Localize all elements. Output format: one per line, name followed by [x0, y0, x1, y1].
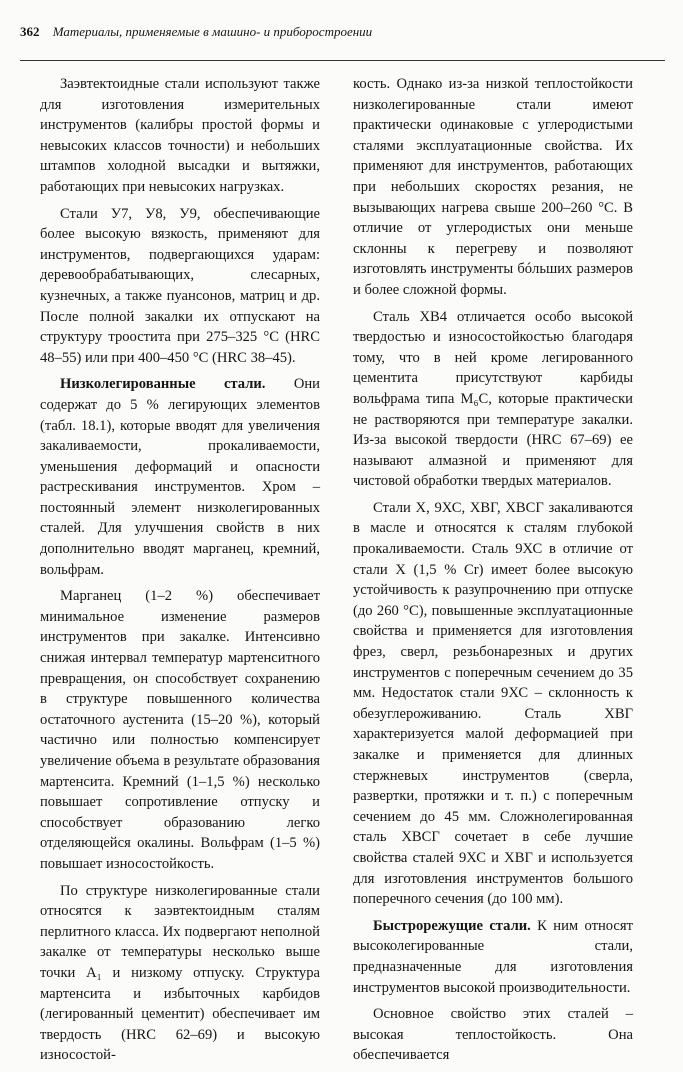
- paragraph: кость. Однако из-за низкой теплостойкости низколегированные стали имеют практически одинаковые с углеродистыми сталями эксплуатационные свойства. Их применяют для инструментов, работающих при небольших скоростях резания, не вызывающих нагрева свыше 200–260 °С. В отличие от углеродистых они меньше склонны к перегреву и позволяют изготовлять инструменты бóльших размеров и более сложной формы.: [353, 76, 633, 298]
- paragraph: Стали Х, 9ХС, ХВГ, ХВСГ закаливаются в масле и относятся к сталям глубокой прокаливаемости. Сталь 9ХС в отличие от стали Х (1,5 % Cr) имеет более высокую устойчивость к разупрочнению при отпуске (до 260 °С), повышенные эксплуатационные свойства и применяется для изготовления фрез, сверл, резьбонарезных и других инструментов с поперечным сечением до 35 мм. Недостаток стали 9ХС – склонность к обезуглероживанию. Сталь ХВГ характеризуется малой деформацией при закалке и применяется для длинных стержневых инструментов (сверла, развертки, протяжки и т. п.) с поперечным сечением до 45 мм. Сложнолегированная сталь ХВСГ сочетает в себе лучшие свойства сталей 9ХС и ХВГ и используется для изготовления инструментов большого поперечного сечения (до 100 мм).: [353, 499, 633, 908]
- paragraph: Заэвтектоидные стали используют также для изготовления измерительных инструментов (калибры простой формы и невысоких классов точности) и небольших штампов холодной высадки и вытяжки, работающих при невысоких нагрузках.: [40, 76, 320, 195]
- paragraph: [40, 374, 320, 580]
- left-column: [40, 74, 320, 1072]
- paragraph: Марганец (1–2 %) обеспечивает минимальное изменение размеров инструментов при закалке. Интенсивно снижая интервал температур мартенситного превращения, он способствует сохранению в структуре повышенного количества остаточного аустенита (15–20 %), который частично или полностью компенсирует увеличение объема в результате образования мартенсита. Кремний (1–1,5 %) несколько повышает сопротивление отпуску и способствует образованию легко отделяющейся окалины. Вольфрам (1–5 %) повышает износостойкость.: [40, 588, 320, 872]
- paragraph: [353, 916, 633, 998]
- section-heading: Быстрорежущие стали.: [373, 917, 531, 934]
- paragraph: Сталь ХВ4 отличается особо высокой твердостью и износостойкостью благодаря тому, что в ней кроме легированного цементита присутствуют карбиды вольфрама типа M₆C, которые практически не растворяются при температуре закалки. Из-за высокой твердости (HRC 67–69) ее называют алмазной и применяют для чистовой обработки твердых материалов.: [353, 308, 633, 490]
- page-number: 362: [20, 24, 40, 39]
- running-title: Материалы, применяемые в машино- и приборостроении: [52, 24, 373, 39]
- header-rule: [20, 60, 665, 61]
- right-column: [353, 74, 633, 1072]
- paragraph: Основное свойство этих сталей – высокая теплостойкость. Она обеспечивается: [353, 1006, 633, 1064]
- paragraph: По структуре низколегированные стали относятся к заэвтектоидным сталям перлитного класса. Их подвергают неполной закалке от температуры несколько выше точки A₁ и низкому отпуску. Структура мартенсита и избыточных карбидов (легированный цементит) обеспечивает им твердость (HRC 62–69) и высокую износостой-: [40, 882, 320, 1064]
- paragraph: Стали У7, У8, У9, обеспечивающие более высокую вязкость, применяют для инструментов, подвергающихся ударам: деревообрабатывающих, слесарных, кузнечных, а также пуансонов, матриц и др. После полной закалки их отпускают на структуру троостита при 275–325 °С (HRC 48–55) или при 400–450 °С (HRC 38–45).: [40, 205, 320, 366]
- page-header: [20, 24, 660, 40]
- section-heading: Низколегированные стали.: [60, 376, 266, 393]
- paragraph-text: Они содержат до 5 % легирующих элементов (табл. 18.1), которые вводят для увеличения закаливаемости, прокаливаемости, уменьшения деформаций и опасности растрескивания инструментов. Хром – постоянный элемент низколегированных сталей. Для улучшения свойств в них дополнительно вводят марганец, кремний, вольфрам.: [40, 376, 320, 578]
- paragraph-text: К ним относят высоколегированные стали, предназначенные для изготовления инструментов высокой производительности.: [353, 917, 633, 996]
